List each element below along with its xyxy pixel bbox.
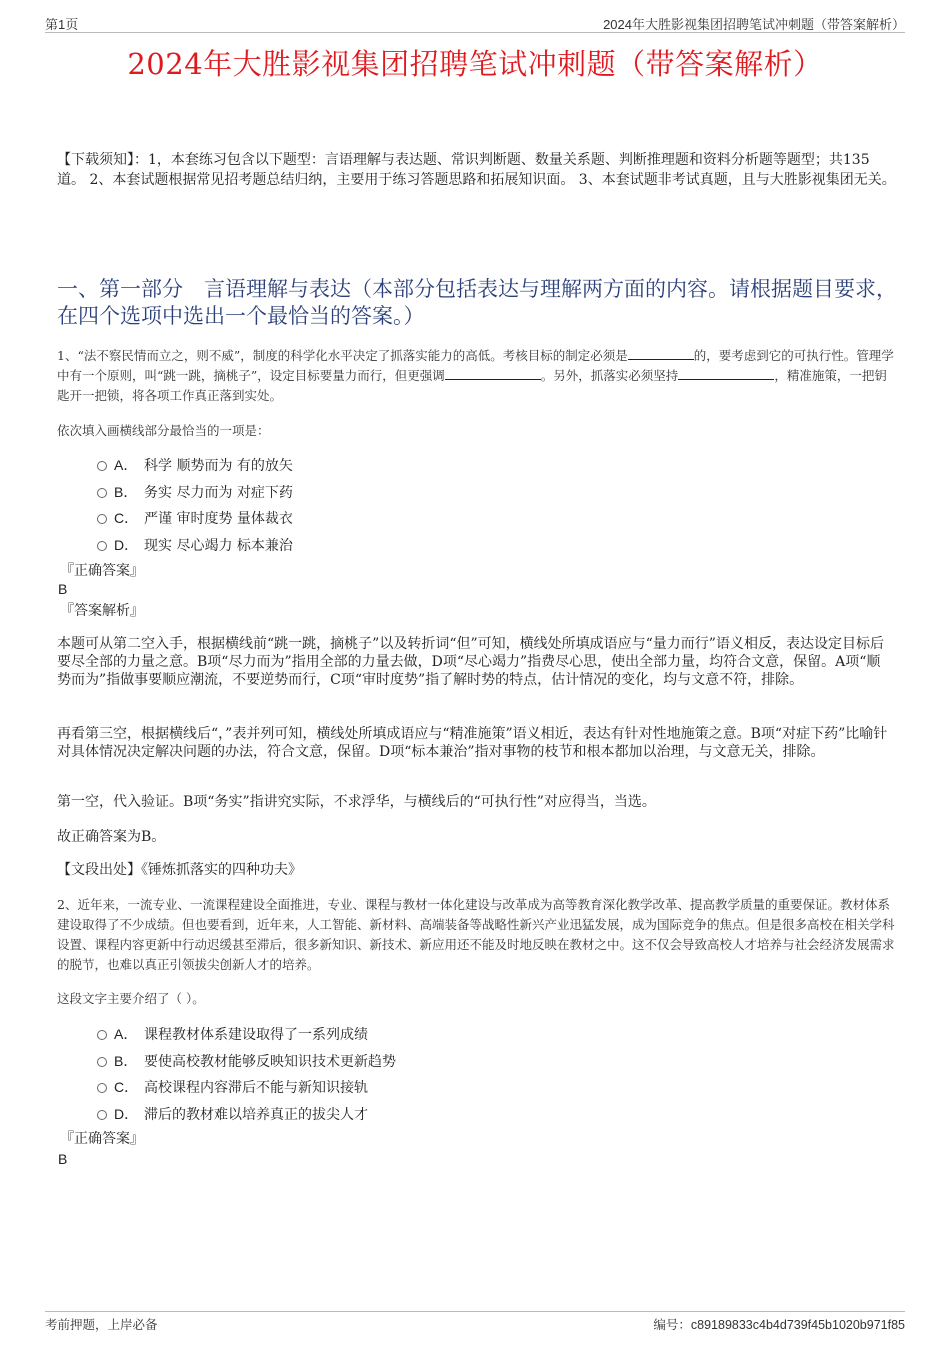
question-2-stem: 2、近年来，一流专业、一流课程建设全面推进，专业、课程与教材一体化建设与改革成为高等教育深化教学改革、提高教学质量的重要保证。教材体系建设取得了不少成绩。但也要看到，近年来，人工智能、新材料、高端装备等战略性新兴产业迅猛发展，成为国际竞争的焦点。但是很多高校在相关学科设置、课程内容更新中行动迟缓甚至滞后，很多新知识、新技术、新应用还不能及时地反映在教材之中。这不仅会导致高校人才培养与社会经济发展需求的脱节，也难以真正引领拔尖创新人才的培养。 [57,897,895,972]
correct-answer-label: 『正确答案』 [60,563,144,579]
radio-icon[interactable] [97,1083,107,1093]
option-b[interactable]: B． 要使高校教材能够反映知识技术更新趋势 [97,1048,396,1075]
analysis-paragraph: 本题可从第二空入手，根据横线前“跳一跳，摘桃子”以及转折词“但”可知，横线处所填成语应与“量力而行”语义相反，表达设定目标后要尽全部的力量之意。B项“尽力而为”指用全部的力量去做，D项“尽心竭力”指费尽心思，使出全部力量，均符合文意，保留。A项“顺势而为”指做事要顺应潮流，不要逆势而行，C项“审时度势”指了解时势的特点，估计情况的变化，均与文意不符，排除。 [57,636,884,688]
analysis-conclusion: 故正确答案为B。 [57,829,166,845]
radio-icon[interactable] [97,488,107,498]
analysis-paragraph: 再看第三空，根据横线后“，”表并列可知，横线处所填成语应与“精准施策”语义相近，表达有针对性地施策之意。B项“对症下药”比喻针对具体情况决定解决问题的办法，符合文意，保留。D项“标本兼治”指对事物的枝节和根本都加以治理，与文意无关，排除。 [57,726,888,760]
option-d[interactable]: D． 滞后的教材难以培养真正的拔尖人才 [97,1101,396,1128]
radio-icon[interactable] [97,541,107,551]
correct-answer-value: B [58,1151,68,1167]
option-d[interactable]: D． 现实 尽心竭力 标本兼治 [97,532,293,559]
option-a[interactable]: A． 科学 顺势而为 有的放矢 [97,452,293,479]
correct-answer-label: 『正确答案』 [60,1131,144,1147]
header-doc-title: 2024年大胜影视集团招聘笔试冲刺题（带答案解析） [603,17,905,32]
document-code: 编号：c89189833c4b4d739f45b1020b971f85 [653,1318,905,1332]
option-c[interactable]: C． 高校课程内容滞后不能与新知识接轨 [97,1074,396,1101]
radio-icon[interactable] [97,514,107,524]
question-1-prompt: 依次填入画横线部分最恰当的一项是： [57,423,270,438]
section-heading: 一、第一部分 言语理解与表达（本部分包括表达与理解两方面的内容。请根据题目要求，在四个选项中选出一个最恰当的答案。） [57,277,897,328]
page-header [45,14,905,33]
analysis-label: 『答案解析』 [60,603,144,619]
question-2-options [97,1021,396,1127]
question-1-options [97,452,293,558]
blank-2 [445,367,541,380]
document-title: 2024年大胜影视集团招聘笔试冲刺题（带答案解析） [127,47,823,81]
option-c[interactable]: C． 严谨 审时度势 量体裁衣 [97,505,293,532]
radio-icon[interactable] [97,1057,107,1067]
blank-1 [628,347,694,360]
correct-answer-value: B [58,581,68,597]
source-citation: 【文段出处】《锤炼抓落实的四种功夫》 [57,862,302,878]
option-a[interactable]: A． 课程教材体系建设取得了一系列成绩 [97,1021,396,1048]
download-notice: 【下载须知】：1，本套练习包含以下题型：言语理解与表达题、常识判断题、数量关系题、判断推理题和资料分析题等题型；共135道。 2、本套试题根据常见招考题总结归纳，主要用于练习答题思路和拓展知识面。 3、本套试题非考试真题，且与大胜影视集团无关。 [57,152,896,188]
question-2-prompt: 这段文字主要介绍了（ ）。 [57,991,205,1006]
radio-icon[interactable] [97,461,107,471]
radio-icon[interactable] [97,1030,107,1040]
footer-slogan: 考前押题，上岸必备 [45,1317,158,1332]
blank-3 [678,367,774,380]
option-b[interactable]: B． 务实 尽力而为 对症下药 [97,479,293,506]
page-footer [45,1311,905,1332]
analysis-paragraph: 第一空，代入验证。B项“务实”指讲究实际，不求浮华，与横线后的“可执行性”对应得当，当选。 [57,794,656,810]
radio-icon[interactable] [97,1110,107,1120]
question-1-stem: 1、“法不察民情而立之，则不威”，制度的科学化水平决定了抓落实能力的高低。考核目标的制定必须是 的，要考虑到它的可执行性。管理学中有一个原则，叫“跳一跳，摘桃子”，设定目标要量力而行，但更强调 。另外，抓落实必须坚持 ，精准施策，一把钥匙开一把锁，将各项工作真正落到实处。 [57,348,894,403]
page-number: 第1页 [45,17,79,32]
